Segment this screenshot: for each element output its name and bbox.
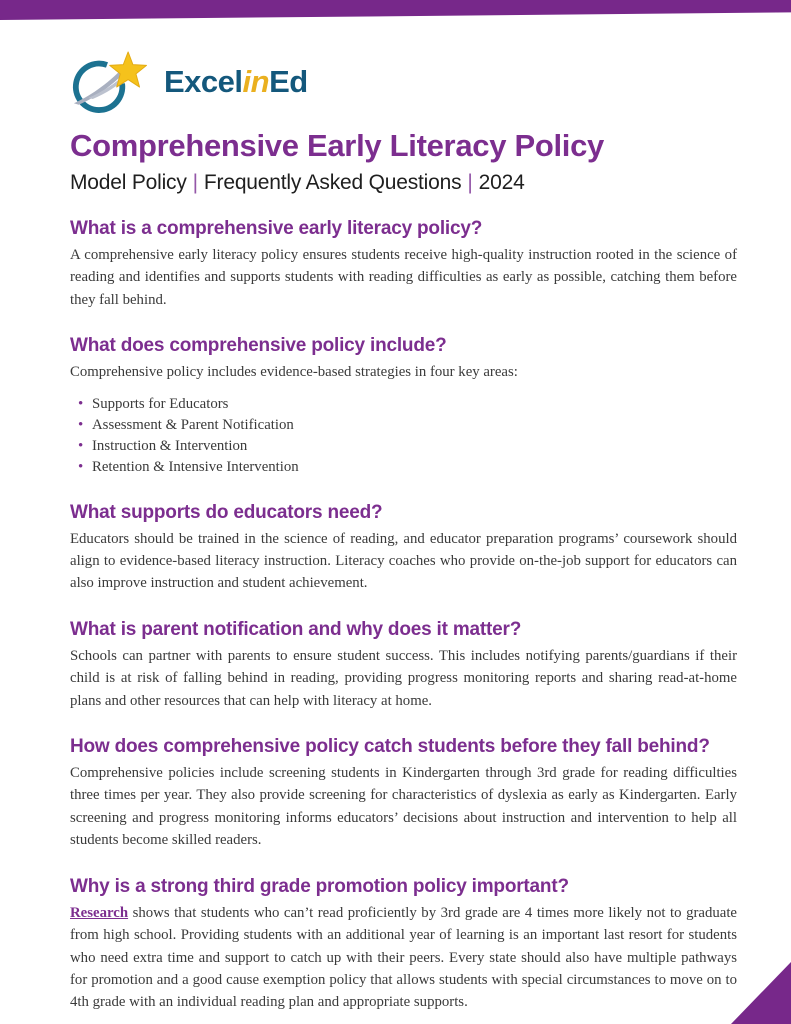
subtitle-separator: | bbox=[192, 171, 198, 194]
section-heading: What does comprehensive policy include? bbox=[70, 335, 447, 357]
section-heading: What is a comprehensive early literacy policy? bbox=[70, 218, 483, 239]
section-heading: What is parent notification and why does it matter? bbox=[70, 618, 522, 640]
section-body-text: shows that students who can’t read proficiently by 3rd grade are 4 times more likely not to graduate from high school. Providing students with an additional year of learning is an important last resort for students who need extra time and support to catch up with their peers. Every state should also have multiple pathways for promotion and a good cause exemption policy that allows students with special circumstances to move on to 4th grade with an individual reading plan and appropriate supports. bbox=[70, 904, 737, 1011]
faq-section-catch-students bbox=[70, 735, 737, 852]
faq-section-parent-notification bbox=[70, 618, 737, 712]
section-body bbox=[70, 902, 737, 1014]
subtitle-model-policy: Model Policy bbox=[70, 171, 187, 194]
page-content bbox=[0, 20, 791, 1024]
research-link[interactable]: Research bbox=[70, 904, 129, 921]
section-heading: How does comprehensive policy catch students before they fall behind? bbox=[70, 736, 710, 758]
subtitle-separator: | bbox=[467, 171, 473, 194]
faq-section-what-includes bbox=[70, 334, 737, 477]
list-item: • Assessment & Parent Notification bbox=[92, 415, 737, 436]
wordmark-excel: Excel bbox=[164, 64, 243, 99]
list-item: • Supports for Educators bbox=[92, 394, 737, 415]
list-item: • Retention & Intensive Intervention bbox=[92, 457, 737, 478]
key-areas-list bbox=[70, 394, 737, 478]
excelined-logo bbox=[70, 48, 737, 116]
page-subtitle bbox=[70, 169, 737, 196]
top-band bbox=[0, 0, 791, 20]
section-heading: What supports do educators need? bbox=[70, 501, 383, 523]
page-title: Comprehensive Early Literacy Policy bbox=[70, 128, 604, 163]
faq-section-promotion-policy bbox=[70, 875, 737, 1014]
subtitle-year: 2024 bbox=[478, 171, 525, 194]
section-heading: Why is a strong third grade promotion policy important? bbox=[70, 875, 569, 897]
excelined-wordmark bbox=[164, 64, 308, 100]
section-body: A comprehensive early literacy policy ensures students receive high-quality instruction rooted in the science of reading and identifies and supports students with reading difficulties as early as possible, catching them before they fall behind. bbox=[70, 247, 737, 308]
wordmark-in: in bbox=[242, 64, 270, 99]
faq-section-what-is bbox=[70, 217, 737, 311]
list-item: • Instruction & Intervention bbox=[92, 436, 737, 457]
section-body: Comprehensive policies include screening students in Kindergarten through 3rd grade for reading difficulties three times per year. They also provide screening for characteristics of dyslexia as early as Kindergarten. Early screening and progress monitoring informs educators’ decisions about instruction and intervention to help all students become skilled readers. bbox=[70, 765, 737, 849]
section-intro: Comprehensive policy includes evidence-based strategies in four key areas: bbox=[70, 364, 518, 381]
faq-sections bbox=[70, 217, 737, 1014]
star-swoosh-icon bbox=[70, 48, 162, 116]
wordmark-ed: Ed bbox=[269, 64, 308, 99]
subtitle-faq: Frequently Asked Questions bbox=[203, 171, 462, 194]
faq-section-educator-supports bbox=[70, 501, 737, 595]
section-body: Schools can partner with parents to ensure student success. This includes notifying parents/guardians if their child is at risk of falling behind in reading, providing progress monitoring reports and sharing read-at-home plans and other resources that can help with literacy at home. bbox=[70, 647, 737, 709]
section-body: Educators should be trained in the science of reading, and educator preparation programs’ coursework should align to evidence-based literacy instruction. Literacy coaches who provide on-the-job support for educators can also improve instruction and student achievement. bbox=[70, 530, 737, 592]
